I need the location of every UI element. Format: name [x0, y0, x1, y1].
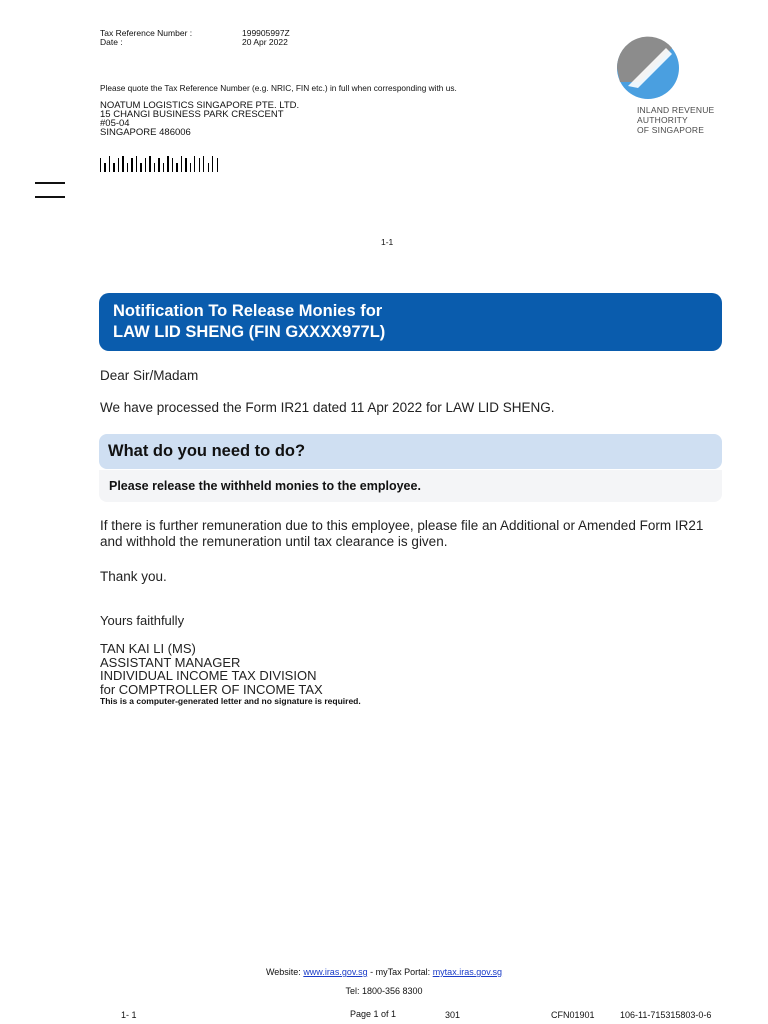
website-link[interactable]: www.iras.gov.sg — [303, 967, 368, 977]
postal-barcode — [100, 156, 221, 172]
intro-paragraph: We have processed the Form IR21 dated 11 Apr 2022 for LAW LID SHENG. — [100, 400, 555, 415]
thank-you: Thank you. — [100, 569, 167, 584]
para2-line-2: and withhold the remuneration until tax clearance is given. — [100, 534, 448, 549]
footer-page-number: Page 1 of 1 — [350, 1009, 397, 1019]
footer-tel: Tel: 1800-356 8300 — [345, 986, 423, 996]
website-label: Website: — [265, 967, 304, 977]
page-marker: 1-1 — [381, 237, 394, 247]
address-line-4: SINGAPORE 486006 — [100, 127, 191, 138]
salutation: Dear Sir/Madam — [100, 368, 199, 383]
iras-logo-icon — [614, 34, 682, 102]
para2-line-1: If there is further remuneration due to this employee, please file an Additional or Amended Form IR21 — [100, 518, 704, 533]
title-line-2: LAW LID SHENG (FIN GXXXX977L) — [113, 323, 386, 341]
signatory-division: INDIVIDUAL INCOME TAX DIVISION — [100, 668, 317, 683]
signatory-position: ASSISTANT MANAGER — [100, 654, 241, 670]
tax-ref-label: Tax Reference Number : — [100, 28, 193, 38]
recipient-address — [100, 101, 299, 137]
date-value: 20 Apr 2022 — [242, 37, 288, 47]
todo-heading: What do you need to do? — [99, 434, 722, 469]
title-line-1: Notification To Release Monies for — [113, 302, 383, 320]
address-line-3: #05-04 — [100, 118, 130, 129]
fold-mark-bottom — [35, 196, 65, 198]
logo-line-1: INLAND REVENUE — [637, 105, 715, 115]
signatory-for: for COMPTROLLER OF INCOME TAX — [100, 681, 323, 697]
closing: Yours faithfully — [100, 613, 185, 628]
date-label: Date : — [100, 37, 123, 47]
footer-links — [0, 967, 768, 977]
logo-wordmark — [637, 105, 714, 135]
signature-block — [100, 642, 323, 696]
footer-ref: 106-11-715315803-0-6 — [620, 1010, 712, 1020]
address-line-2: 15 CHANGI BUSINESS PARK CRESCENT — [100, 109, 284, 120]
footer-code-301: 301 — [445, 1010, 461, 1020]
address-line-1: NOATUM LOGISTICS SINGAPORE PTE. LTD. — [100, 100, 300, 111]
portal-label: - myTax Portal: — [367, 967, 433, 977]
portal-link[interactable]: mytax.iras.gov.sg — [432, 967, 503, 977]
fold-mark-top — [35, 182, 65, 184]
signatory-name: TAN KAI LI (MS) — [100, 641, 196, 656]
further-remuneration-paragraph — [100, 518, 703, 550]
computer-generated-note: This is a computer-generated letter and no signature is required. — [100, 696, 361, 706]
quote-note: Please quote the Tax Reference Number (e.g. NRIC, FIN etc.) in full when corresponding with us. — [100, 83, 457, 93]
logo-line-2: AUTHORITY — [637, 115, 688, 125]
todo-instruction: Please release the withheld monies to the employee. — [99, 470, 722, 502]
logo-line-3: OF SINGAPORE — [637, 125, 705, 135]
notification-title-box — [99, 293, 722, 351]
footer-cfn: CFN01901 — [551, 1010, 595, 1020]
footer-left-code: 1- 1 — [121, 1010, 137, 1020]
tax-ref-value: 199905997Z — [242, 28, 290, 38]
